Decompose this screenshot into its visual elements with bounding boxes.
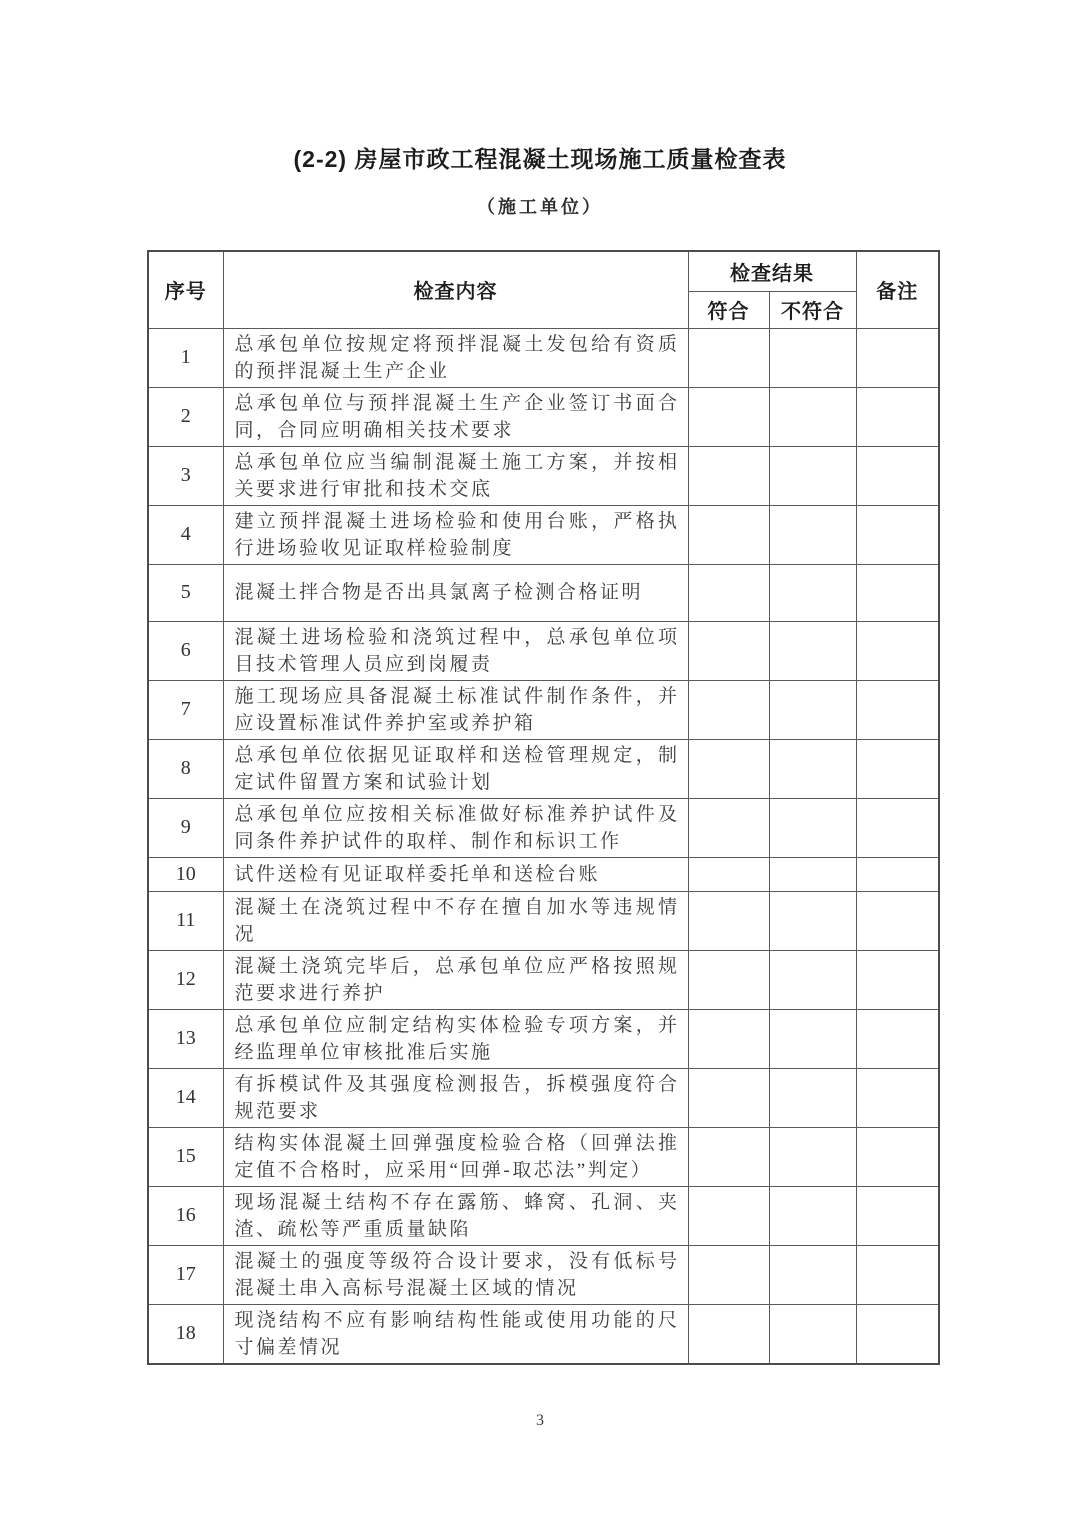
- page-title: (2-2) 房屋市政工程混凝土现场施工质量检查表: [293, 146, 787, 172]
- header-content: 检查内容: [223, 251, 688, 328]
- pass-cell: [688, 446, 769, 505]
- fail-cell: [769, 564, 856, 621]
- fail-cell: [769, 739, 856, 798]
- pass-cell: [688, 621, 769, 680]
- table-row: [148, 1304, 939, 1364]
- remark-cell: [856, 621, 939, 680]
- content-cell: 有拆模试件及其强度检测报告，拆模强度符合规范要求: [223, 1068, 688, 1127]
- row-number-cell: 5: [148, 564, 223, 621]
- table-row: [148, 950, 939, 1009]
- table-row: [148, 1127, 939, 1186]
- table-row: [148, 446, 939, 505]
- pass-cell: [688, 1304, 769, 1364]
- remark-cell: [856, 857, 939, 891]
- row-number-cell: 8: [148, 739, 223, 798]
- content-cell: 混凝土的强度等级符合设计要求，没有低标号混凝土串入高标号混凝土区域的情况: [223, 1245, 688, 1304]
- table-row: [148, 891, 939, 950]
- remark-cell: [856, 446, 939, 505]
- content-cell: 施工现场应具备混凝土标准试件制作条件，并应设置标准试件养护室或养护箱: [223, 680, 688, 739]
- row-number-cell: 17: [148, 1245, 223, 1304]
- row-number-cell: 4: [148, 505, 223, 564]
- row-number-cell: 1: [148, 328, 223, 387]
- table-row: [148, 387, 939, 446]
- content-cell: 结构实体混凝土回弹强度检验合格（回弹法推定值不合格时，应采用“回弹-取芯法”判定）: [223, 1127, 688, 1186]
- fail-cell: [769, 950, 856, 1009]
- remark-cell: [856, 1068, 939, 1127]
- table-row: [148, 564, 939, 621]
- row-number-cell: 13: [148, 1009, 223, 1068]
- remark-cell: [856, 564, 939, 621]
- pass-cell: [688, 387, 769, 446]
- fail-cell: [769, 680, 856, 739]
- fail-cell: [769, 446, 856, 505]
- content-cell: 总承包单位应当编制混凝土施工方案，并按相关要求进行审批和技术交底: [223, 446, 688, 505]
- content-cell: 混凝土在浇筑过程中不存在擅自加水等违规情况: [223, 891, 688, 950]
- row-number-cell: 7: [148, 680, 223, 739]
- fail-cell: [769, 621, 856, 680]
- row-number-cell: 12: [148, 950, 223, 1009]
- table-body: [148, 328, 939, 1364]
- page-number: 3: [536, 1412, 544, 1429]
- content-cell: 现场混凝土结构不存在露筋、蜂窝、孔洞、夹渣、疏松等严重质量缺陷: [223, 1186, 688, 1245]
- remark-cell: [856, 505, 939, 564]
- fail-cell: [769, 1068, 856, 1127]
- remark-cell: [856, 798, 939, 857]
- content-cell: 建立预拌混凝土进场检验和使用台账，严格执行进场验收见证取样检验制度: [223, 505, 688, 564]
- fail-cell: [769, 1009, 856, 1068]
- content-cell: 总承包单位与预拌混凝土生产企业签订书面合同，合同应明确相关技术要求: [223, 387, 688, 446]
- remark-cell: [856, 950, 939, 1009]
- pass-cell: [688, 680, 769, 739]
- row-number-cell: 15: [148, 1127, 223, 1186]
- remark-cell: [856, 1245, 939, 1304]
- header-remark: 备注: [856, 251, 939, 328]
- row-number-cell: 3: [148, 446, 223, 505]
- table-row: [148, 1186, 939, 1245]
- pass-cell: [688, 1009, 769, 1068]
- pass-cell: [688, 1127, 769, 1186]
- row-number-cell: 6: [148, 621, 223, 680]
- pass-cell: [688, 328, 769, 387]
- remark-cell: [856, 1009, 939, 1068]
- remark-cell: [856, 1186, 939, 1245]
- pass-cell: [688, 564, 769, 621]
- content-cell: 混凝土浇筑完毕后，总承包单位应严格按照规范要求进行养护: [223, 950, 688, 1009]
- pass-cell: [688, 1068, 769, 1127]
- row-number-cell: 2: [148, 387, 223, 446]
- content-cell: 总承包单位按规定将预拌混凝土发包给有资质的预拌混凝土生产企业: [223, 328, 688, 387]
- pass-cell: [688, 950, 769, 1009]
- content-cell: 总承包单位依据见证取样和送检管理规定，制定试件留置方案和试验计划: [223, 739, 688, 798]
- remark-cell: [856, 891, 939, 950]
- table-row: [148, 328, 939, 387]
- fail-cell: [769, 505, 856, 564]
- content-cell: 试件送检有见证取样委托单和送检台账: [223, 857, 688, 891]
- table-row: [148, 1245, 939, 1304]
- fail-cell: [769, 1127, 856, 1186]
- table-row: [148, 505, 939, 564]
- table-row: [148, 1068, 939, 1127]
- pass-cell: [688, 505, 769, 564]
- fail-cell: [769, 328, 856, 387]
- header-pass: 符合: [688, 291, 769, 328]
- row-number-cell: 18: [148, 1304, 223, 1364]
- header-fail: 不符合: [769, 291, 856, 328]
- content-cell: 混凝土拌合物是否出具氯离子检测合格证明: [223, 564, 688, 621]
- table-row: [148, 739, 939, 798]
- content-cell: 混凝土进场检验和浇筑过程中，总承包单位项目技术管理人员应到岗履责: [223, 621, 688, 680]
- fail-cell: [769, 891, 856, 950]
- pass-cell: [688, 857, 769, 891]
- row-number-cell: 14: [148, 1068, 223, 1127]
- remark-cell: [856, 328, 939, 387]
- pass-cell: [688, 891, 769, 950]
- row-number-cell: 11: [148, 891, 223, 950]
- table-row: [148, 1009, 939, 1068]
- fail-cell: [769, 387, 856, 446]
- content-cell: 现浇结构不应有影响结构性能或使用功能的尺寸偏差情况: [223, 1304, 688, 1364]
- remark-cell: [856, 680, 939, 739]
- fail-cell: [769, 798, 856, 857]
- row-number-cell: 10: [148, 857, 223, 891]
- table-row: [148, 857, 939, 891]
- table-header: [148, 251, 939, 328]
- fail-cell: [769, 857, 856, 891]
- row-number-cell: 16: [148, 1186, 223, 1245]
- header-result: 检查结果: [688, 251, 856, 291]
- table-row: [148, 621, 939, 680]
- fail-cell: [769, 1304, 856, 1364]
- remark-cell: [856, 739, 939, 798]
- fail-cell: [769, 1186, 856, 1245]
- pass-cell: [688, 739, 769, 798]
- row-number-cell: 9: [148, 798, 223, 857]
- remark-cell: [856, 387, 939, 446]
- table-row: [148, 680, 939, 739]
- remark-cell: [856, 1304, 939, 1364]
- page-subtitle: （施工单位）: [477, 197, 603, 217]
- header-seq: 序号: [148, 251, 223, 328]
- pass-cell: [688, 1186, 769, 1245]
- pass-cell: [688, 798, 769, 857]
- pass-cell: [688, 1245, 769, 1304]
- content-cell: 总承包单位应制定结构实体检验专项方案，并经监理单位审核批准后实施: [223, 1009, 688, 1068]
- fail-cell: [769, 1245, 856, 1304]
- content-cell: 总承包单位应按相关标准做好标准养护试件及同条件养护试件的取样、制作和标识工作: [223, 798, 688, 857]
- remark-cell: [856, 1127, 939, 1186]
- inspection-table: [147, 250, 940, 1365]
- table-row: [148, 798, 939, 857]
